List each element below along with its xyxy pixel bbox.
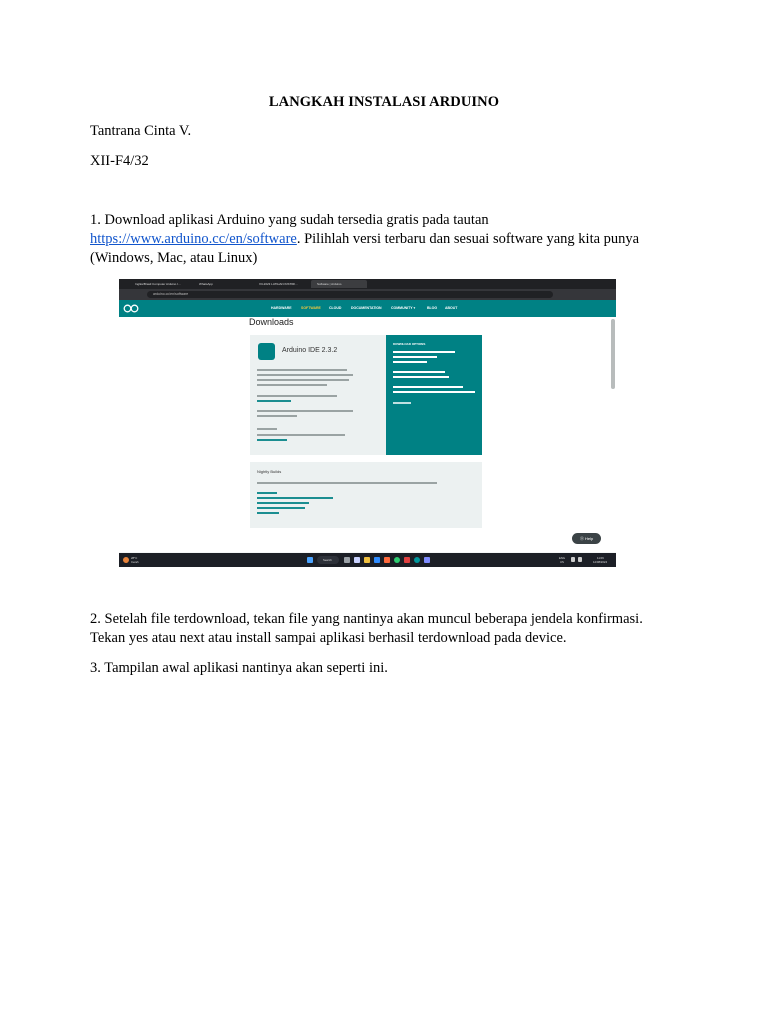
docs-link[interactable]	[257, 400, 291, 402]
nav-blog[interactable]: BLOG	[427, 306, 438, 310]
release-notes-link[interactable]	[393, 402, 411, 404]
task-view-icon[interactable]	[344, 557, 350, 563]
taskbar-weather: 28°C	[131, 556, 138, 560]
url-input[interactable]: arduino.cc/en/software	[147, 291, 553, 298]
nav-about[interactable]: ABOUT	[445, 306, 458, 310]
text-line	[257, 395, 337, 397]
text-line	[257, 369, 347, 371]
browser-tab-bar	[119, 279, 616, 289]
browser-tab[interactable]: WhatsApp	[199, 282, 213, 286]
browser-url-bar	[119, 289, 616, 300]
nightly-builds-card	[250, 462, 482, 528]
text-line	[257, 428, 277, 430]
ide-logo-icon	[258, 343, 275, 360]
text-line	[257, 374, 353, 376]
document-title: LANGKAH INSTALASI ARDUINO	[268, 94, 500, 110]
app-icon[interactable]	[384, 557, 390, 563]
step-1-suffix: . Pilihlah versi terbaru dan sesuai software yang kita punya (Windows, Mac, atau Linux)	[90, 231, 640, 266]
github-link[interactable]	[257, 439, 287, 441]
app-icon[interactable]	[354, 557, 360, 563]
nav-hardware[interactable]: HARDWARE	[271, 306, 292, 310]
nav-cloud[interactable]: CLOUD	[329, 306, 342, 310]
download-options-panel	[386, 335, 482, 455]
option-link[interactable]	[393, 361, 427, 363]
taskbar-weather-condition: Cerah	[131, 560, 139, 564]
arduino-download-screenshot	[119, 279, 616, 567]
download-options-title: DOWNLOAD OPTIONS	[393, 342, 426, 346]
author-name: Tantrana Cinta V.	[90, 123, 192, 139]
step-1-text: 1. Download aplikasi Arduino yang sudah tersedia gratis pada tautan	[90, 212, 489, 228]
option-link[interactable]	[393, 386, 463, 388]
arduino-navbar	[119, 300, 616, 317]
nav-software[interactable]: SOFTWARE	[301, 306, 321, 310]
text-line	[257, 410, 353, 412]
option-link[interactable]	[393, 376, 449, 378]
taskbar-time: 11:06	[597, 556, 604, 560]
nightly-linux-arm-link[interactable]	[257, 507, 305, 509]
step-1	[90, 211, 690, 268]
text-line	[257, 415, 297, 417]
taskbar-lang: ENG	[559, 556, 566, 560]
taskbar-lang-region: US	[560, 560, 564, 564]
taskbar-search[interactable]	[317, 556, 339, 564]
text-line	[257, 434, 345, 436]
nightly-linux-link[interactable]	[257, 502, 309, 504]
arduino-software-link[interactable]: https://www.arduino.cc/en/software	[90, 231, 297, 247]
browser-tab[interactable]: XII-2023 LATIHAN INSTIRI...	[259, 282, 298, 286]
option-link[interactable]	[393, 371, 445, 373]
nightly-windows-link[interactable]	[257, 492, 277, 494]
nav-community[interactable]: COMMUNITY ▾	[391, 306, 416, 310]
arduino-taskbar-icon[interactable]	[414, 557, 420, 563]
text-line	[257, 379, 349, 381]
app-icon[interactable]	[424, 557, 430, 563]
chrome-icon[interactable]	[394, 557, 400, 563]
ide-card	[250, 335, 386, 455]
step-3: 3. Tampilan awal aplikasi nantinya akan seperti ini.	[90, 660, 388, 676]
changelog-link[interactable]	[257, 512, 279, 514]
nightly-macos-link[interactable]	[257, 497, 333, 499]
nav-documentation[interactable]: DOCUMENTATION	[351, 306, 382, 310]
browser-tab[interactable]: Inglês/Brasil Computer Arduino I...	[135, 282, 181, 286]
option-link[interactable]	[393, 351, 455, 353]
option-link[interactable]	[393, 356, 437, 358]
volume-icon[interactable]	[578, 557, 582, 562]
page-content	[119, 317, 616, 552]
app-icon[interactable]	[404, 557, 410, 563]
taskbar-date: 12/08/2024	[593, 560, 607, 564]
text-line	[257, 482, 437, 484]
downloads-heading: Downloads	[249, 317, 294, 327]
windows-start-icon[interactable]	[307, 557, 313, 563]
wifi-icon[interactable]	[571, 557, 575, 562]
option-link[interactable]	[393, 391, 475, 393]
scrollbar[interactable]	[611, 319, 615, 389]
help-button[interactable]: ⓪ Help	[572, 533, 601, 544]
taskbar-search-label: Search	[323, 558, 332, 562]
file-explorer-icon[interactable]	[364, 557, 370, 563]
arduino-logo-icon[interactable]	[123, 304, 139, 313]
weather-icon	[123, 557, 129, 563]
windows-taskbar	[119, 553, 616, 567]
ide-name: Arduino IDE 2.3.2	[282, 347, 338, 354]
text-line	[257, 384, 327, 386]
class-id: XII-F4/32	[90, 153, 149, 169]
edge-icon[interactable]	[374, 557, 380, 563]
step-2: 2. Setelah file terdownload, tekan file yang nantinya akan muncul beberapa jendela konfirmasi. Tekan yes atau next atau install sampai aplikasi berhasil terdownload pada device.	[90, 611, 643, 646]
nightly-title: Nightly Builds	[257, 469, 282, 474]
browser-tab-active[interactable]: Software | Arduino	[311, 280, 367, 288]
